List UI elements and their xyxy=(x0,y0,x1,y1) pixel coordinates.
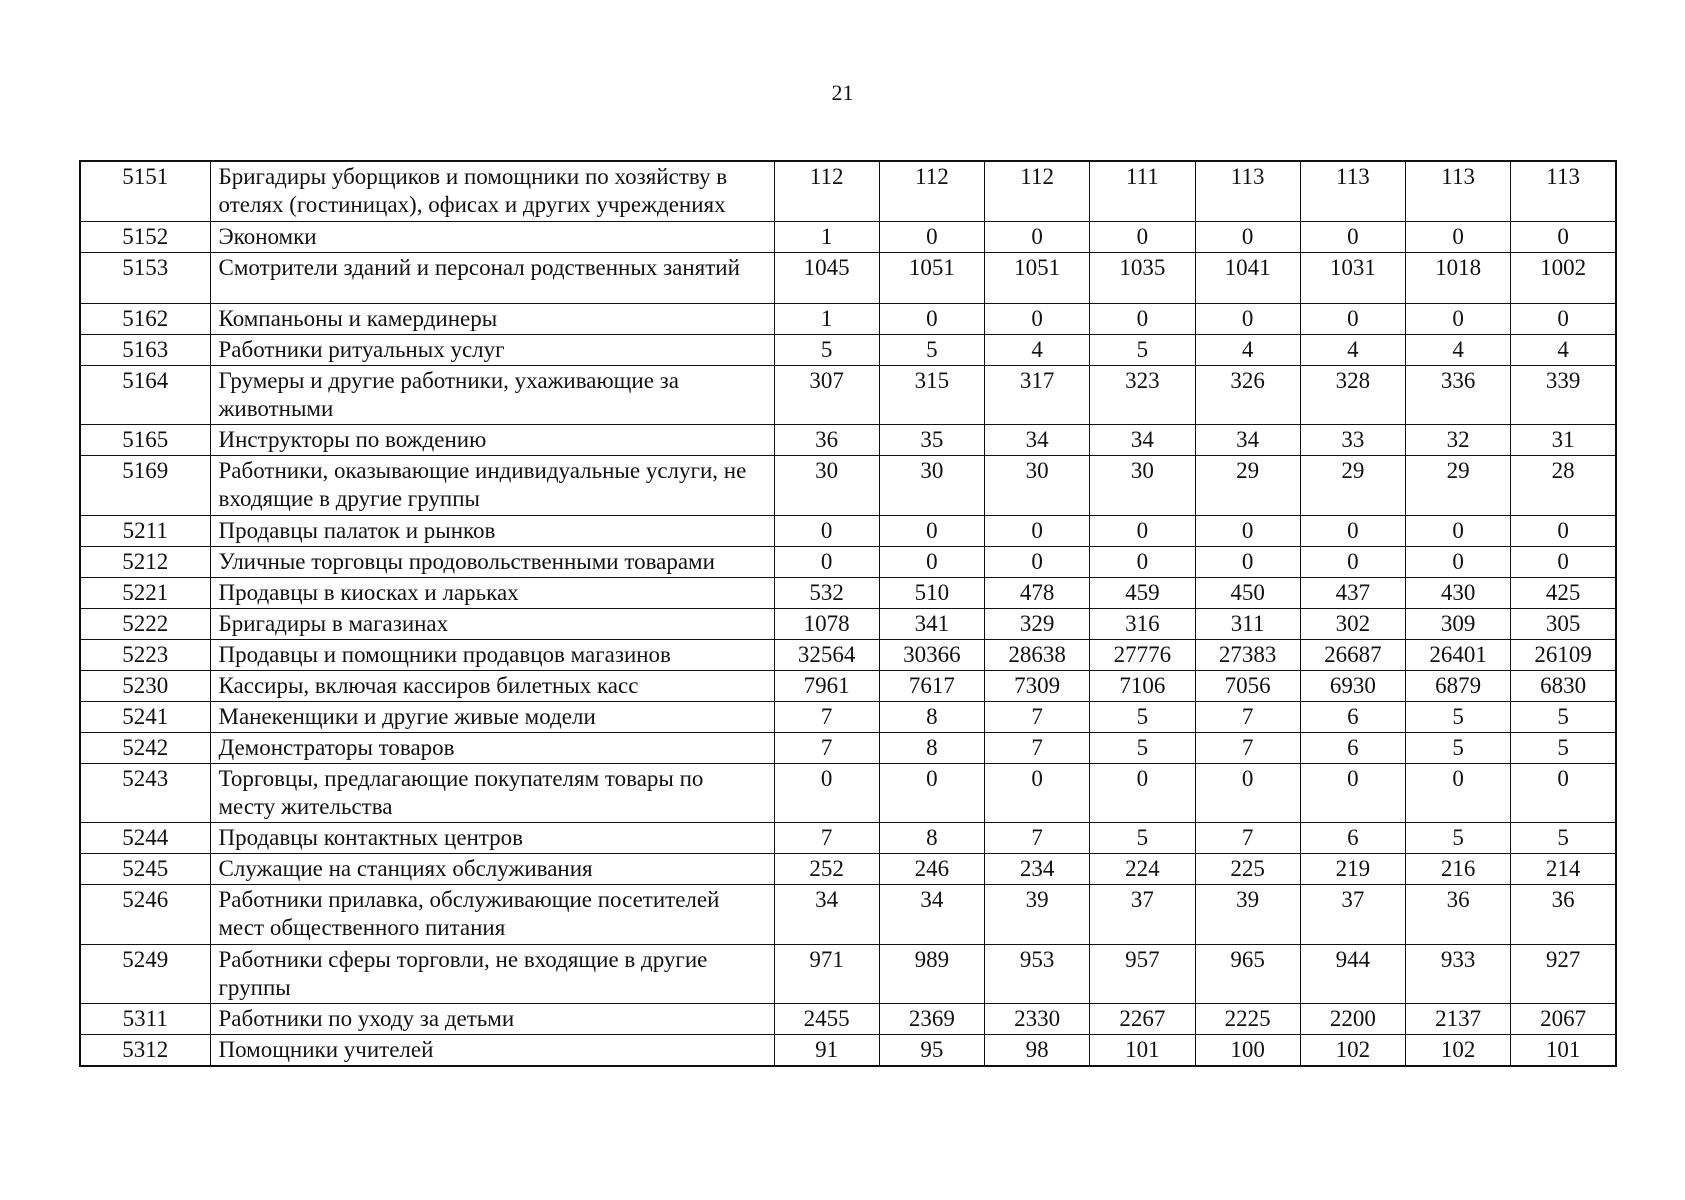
occupation-name-cell: Работники ритуальных услуг xyxy=(210,334,774,365)
value-cell: 216 xyxy=(1406,853,1511,884)
value-cell: 0 xyxy=(879,303,984,334)
occupation-name-cell: Работники, оказывающие индивидуальные услуги, не входящие в другие группы xyxy=(210,455,774,515)
value-cell: 989 xyxy=(879,944,984,1003)
occupation-code-cell: 5211 xyxy=(80,515,210,546)
value-cell: 6 xyxy=(1300,822,1405,853)
value-cell: 510 xyxy=(879,577,984,608)
value-cell: 459 xyxy=(1090,577,1195,608)
value-cell: 0 xyxy=(1300,515,1405,546)
value-cell: 0 xyxy=(879,221,984,252)
value-cell: 1051 xyxy=(879,252,984,303)
occupation-table xyxy=(79,160,1617,1067)
occupation-code-cell: 5245 xyxy=(80,853,210,884)
value-cell: 113 xyxy=(1406,161,1511,221)
value-cell: 430 xyxy=(1406,577,1511,608)
value-cell: 5 xyxy=(1406,701,1511,732)
value-cell: 102 xyxy=(1300,1034,1405,1066)
value-cell: 0 xyxy=(1090,221,1195,252)
value-cell: 944 xyxy=(1300,944,1405,1003)
value-cell: 8 xyxy=(879,732,984,763)
value-cell: 8 xyxy=(879,822,984,853)
value-cell: 323 xyxy=(1090,365,1195,424)
value-cell: 0 xyxy=(1511,303,1616,334)
value-cell: 5 xyxy=(1090,334,1195,365)
occupation-name-cell: Демонстраторы товаров xyxy=(210,732,774,763)
value-cell: 113 xyxy=(1195,161,1300,221)
value-cell: 317 xyxy=(985,365,1090,424)
value-cell: 5 xyxy=(1511,732,1616,763)
value-cell: 34 xyxy=(774,884,879,944)
value-cell: 5 xyxy=(1406,732,1511,763)
value-cell: 214 xyxy=(1511,853,1616,884)
value-cell: 7 xyxy=(774,701,879,732)
occupation-code-cell: 5162 xyxy=(80,303,210,334)
value-cell: 0 xyxy=(985,546,1090,577)
value-cell: 28638 xyxy=(985,639,1090,670)
value-cell: 113 xyxy=(1300,161,1405,221)
occupation-code-cell: 5312 xyxy=(80,1034,210,1066)
value-cell: 30366 xyxy=(879,639,984,670)
table-row xyxy=(80,701,1616,732)
value-cell: 37 xyxy=(1300,884,1405,944)
table-row xyxy=(80,424,1616,455)
value-cell: 36 xyxy=(1511,884,1616,944)
occupation-code-cell: 5242 xyxy=(80,732,210,763)
value-cell: 6 xyxy=(1300,701,1405,732)
value-cell: 26109 xyxy=(1511,639,1616,670)
value-cell: 1045 xyxy=(774,252,879,303)
value-cell: 2369 xyxy=(879,1003,984,1034)
value-cell: 1041 xyxy=(1195,252,1300,303)
value-cell: 0 xyxy=(1090,303,1195,334)
value-cell: 1051 xyxy=(985,252,1090,303)
table-row xyxy=(80,334,1616,365)
value-cell: 4 xyxy=(985,334,1090,365)
value-cell: 7056 xyxy=(1195,670,1300,701)
value-cell: 307 xyxy=(774,365,879,424)
value-cell: 7961 xyxy=(774,670,879,701)
value-cell: 302 xyxy=(1300,608,1405,639)
table-row xyxy=(80,365,1616,424)
table-row xyxy=(80,577,1616,608)
value-cell: 31 xyxy=(1511,424,1616,455)
occupation-code-cell: 5212 xyxy=(80,546,210,577)
value-cell: 2200 xyxy=(1300,1003,1405,1034)
value-cell: 4 xyxy=(1406,334,1511,365)
value-cell: 30 xyxy=(985,455,1090,515)
value-cell: 101 xyxy=(1090,1034,1195,1066)
value-cell: 7 xyxy=(1195,732,1300,763)
value-cell: 5 xyxy=(1090,732,1195,763)
value-cell: 7 xyxy=(774,732,879,763)
table-row xyxy=(80,252,1616,303)
value-cell: 2330 xyxy=(985,1003,1090,1034)
value-cell: 6830 xyxy=(1511,670,1616,701)
value-cell: 927 xyxy=(1511,944,1616,1003)
value-cell: 2225 xyxy=(1195,1003,1300,1034)
value-cell: 0 xyxy=(1195,303,1300,334)
value-cell: 5 xyxy=(1406,822,1511,853)
occupation-name-cell: Работники сферы торговли, не входящие в другие группы xyxy=(210,944,774,1003)
value-cell: 7 xyxy=(985,701,1090,732)
value-cell: 953 xyxy=(985,944,1090,1003)
value-cell: 0 xyxy=(1406,221,1511,252)
table-row xyxy=(80,546,1616,577)
occupation-name-cell: Инструкторы по вождению xyxy=(210,424,774,455)
page-number: 21 xyxy=(831,80,854,105)
occupation-code-cell: 5164 xyxy=(80,365,210,424)
value-cell: 0 xyxy=(1406,763,1511,822)
value-cell: 39 xyxy=(985,884,1090,944)
value-cell: 1 xyxy=(774,303,879,334)
occupation-table-wrapper xyxy=(79,160,1615,1067)
table-row xyxy=(80,221,1616,252)
occupation-code-cell: 5246 xyxy=(80,884,210,944)
value-cell: 0 xyxy=(1090,546,1195,577)
value-cell: 1035 xyxy=(1090,252,1195,303)
value-cell: 0 xyxy=(1511,221,1616,252)
table-body xyxy=(80,161,1616,1066)
value-cell: 5 xyxy=(1090,822,1195,853)
table-row xyxy=(80,763,1616,822)
value-cell: 34 xyxy=(1195,424,1300,455)
value-cell: 8 xyxy=(879,701,984,732)
value-cell: 7309 xyxy=(985,670,1090,701)
value-cell: 7 xyxy=(774,822,879,853)
table-row xyxy=(80,822,1616,853)
value-cell: 329 xyxy=(985,608,1090,639)
occupation-code-cell: 5244 xyxy=(80,822,210,853)
value-cell: 0 xyxy=(985,515,1090,546)
value-cell: 0 xyxy=(774,763,879,822)
occupation-name-cell: Бригадиры в магазинах xyxy=(210,608,774,639)
value-cell: 234 xyxy=(985,853,1090,884)
occupation-name-cell: Компаньоны и камердинеры xyxy=(210,303,774,334)
occupation-name-cell: Бригадиры уборщиков и помощники по хозяйству в отелях (гостиницах), офисах и других учреждениях xyxy=(210,161,774,221)
value-cell: 34 xyxy=(1090,424,1195,455)
value-cell: 0 xyxy=(1511,546,1616,577)
table-row xyxy=(80,944,1616,1003)
value-cell: 305 xyxy=(1511,608,1616,639)
value-cell: 102 xyxy=(1406,1034,1511,1066)
table-row xyxy=(80,884,1616,944)
value-cell: 5 xyxy=(1511,822,1616,853)
value-cell: 7106 xyxy=(1090,670,1195,701)
value-cell: 326 xyxy=(1195,365,1300,424)
value-cell: 30 xyxy=(1090,455,1195,515)
occupation-code-cell: 5221 xyxy=(80,577,210,608)
value-cell: 0 xyxy=(1511,515,1616,546)
value-cell: 2455 xyxy=(774,1003,879,1034)
occupation-code-cell: 5165 xyxy=(80,424,210,455)
value-cell: 316 xyxy=(1090,608,1195,639)
occupation-name-cell: Смотрители зданий и персонал родственных занятий xyxy=(210,252,774,303)
value-cell: 5 xyxy=(774,334,879,365)
value-cell: 224 xyxy=(1090,853,1195,884)
occupation-name-cell: Продавцы и помощники продавцов магазинов xyxy=(210,639,774,670)
occupation-code-cell: 5230 xyxy=(80,670,210,701)
value-cell: 1018 xyxy=(1406,252,1511,303)
table-row xyxy=(80,1034,1616,1066)
value-cell: 27776 xyxy=(1090,639,1195,670)
value-cell: 29 xyxy=(1195,455,1300,515)
value-cell: 111 xyxy=(1090,161,1195,221)
value-cell: 5 xyxy=(1090,701,1195,732)
occupation-code-cell: 5151 xyxy=(80,161,210,221)
occupation-code-cell: 5152 xyxy=(80,221,210,252)
value-cell: 112 xyxy=(985,161,1090,221)
value-cell: 4 xyxy=(1511,334,1616,365)
value-cell: 309 xyxy=(1406,608,1511,639)
table-row xyxy=(80,639,1616,670)
value-cell: 1031 xyxy=(1300,252,1405,303)
value-cell: 113 xyxy=(1511,161,1616,221)
value-cell: 37 xyxy=(1090,884,1195,944)
value-cell: 5 xyxy=(879,334,984,365)
value-cell: 2137 xyxy=(1406,1003,1511,1034)
occupation-name-cell: Служащие на станциях обслуживания xyxy=(210,853,774,884)
value-cell: 252 xyxy=(774,853,879,884)
value-cell: 0 xyxy=(1090,763,1195,822)
occupation-code-cell: 5163 xyxy=(80,334,210,365)
value-cell: 0 xyxy=(1406,515,1511,546)
value-cell: 35 xyxy=(879,424,984,455)
occupation-name-cell: Помощники учителей xyxy=(210,1034,774,1066)
value-cell: 36 xyxy=(774,424,879,455)
table-row xyxy=(80,455,1616,515)
value-cell: 7 xyxy=(985,822,1090,853)
occupation-code-cell: 5241 xyxy=(80,701,210,732)
value-cell: 0 xyxy=(1511,763,1616,822)
value-cell: 4 xyxy=(1300,334,1405,365)
occupation-name-cell: Торговцы, предлагающие покупателям товары по месту жительства xyxy=(210,763,774,822)
value-cell: 0 xyxy=(774,515,879,546)
value-cell: 101 xyxy=(1511,1034,1616,1066)
value-cell: 328 xyxy=(1300,365,1405,424)
value-cell: 0 xyxy=(879,546,984,577)
value-cell: 425 xyxy=(1511,577,1616,608)
value-cell: 0 xyxy=(1300,763,1405,822)
value-cell: 965 xyxy=(1195,944,1300,1003)
value-cell: 5 xyxy=(1511,701,1616,732)
value-cell: 6879 xyxy=(1406,670,1511,701)
occupation-code-cell: 5223 xyxy=(80,639,210,670)
value-cell: 450 xyxy=(1195,577,1300,608)
table-row xyxy=(80,732,1616,763)
value-cell: 225 xyxy=(1195,853,1300,884)
occupation-code-cell: 5153 xyxy=(80,252,210,303)
value-cell: 933 xyxy=(1406,944,1511,1003)
value-cell: 28 xyxy=(1511,455,1616,515)
occupation-name-cell: Работники по уходу за детьми xyxy=(210,1003,774,1034)
occupation-code-cell: 5311 xyxy=(80,1003,210,1034)
occupation-name-cell: Продавцы контактных центров xyxy=(210,822,774,853)
occupation-code-cell: 5243 xyxy=(80,763,210,822)
value-cell: 30 xyxy=(774,455,879,515)
table-row xyxy=(80,853,1616,884)
value-cell: 32564 xyxy=(774,639,879,670)
value-cell: 32 xyxy=(1406,424,1511,455)
value-cell: 0 xyxy=(879,515,984,546)
occupation-name-cell: Работники прилавка, обслуживающие посетителей мест общественного питания xyxy=(210,884,774,944)
value-cell: 0 xyxy=(1406,546,1511,577)
value-cell: 336 xyxy=(1406,365,1511,424)
table-row xyxy=(80,303,1616,334)
value-cell: 6930 xyxy=(1300,670,1405,701)
value-cell: 7 xyxy=(985,732,1090,763)
value-cell: 246 xyxy=(879,853,984,884)
value-cell: 7 xyxy=(1195,822,1300,853)
value-cell: 2067 xyxy=(1511,1003,1616,1034)
value-cell: 91 xyxy=(774,1034,879,1066)
value-cell: 0 xyxy=(985,303,1090,334)
value-cell: 112 xyxy=(879,161,984,221)
value-cell: 1078 xyxy=(774,608,879,639)
occupation-name-cell: Кассиры, включая кассиров билетных касс xyxy=(210,670,774,701)
table-row xyxy=(80,515,1616,546)
value-cell: 341 xyxy=(879,608,984,639)
value-cell: 6 xyxy=(1300,732,1405,763)
occupation-name-cell: Продавцы палаток и рынков xyxy=(210,515,774,546)
table-row xyxy=(80,161,1616,221)
value-cell: 95 xyxy=(879,1034,984,1066)
occupation-code-cell: 5222 xyxy=(80,608,210,639)
value-cell: 26401 xyxy=(1406,639,1511,670)
value-cell: 0 xyxy=(1195,515,1300,546)
value-cell: 532 xyxy=(774,577,879,608)
value-cell: 0 xyxy=(879,763,984,822)
value-cell: 339 xyxy=(1511,365,1616,424)
value-cell: 315 xyxy=(879,365,984,424)
value-cell: 0 xyxy=(1195,546,1300,577)
value-cell: 311 xyxy=(1195,608,1300,639)
value-cell: 2267 xyxy=(1090,1003,1195,1034)
value-cell: 26687 xyxy=(1300,639,1405,670)
value-cell: 0 xyxy=(985,763,1090,822)
value-cell: 957 xyxy=(1090,944,1195,1003)
value-cell: 29 xyxy=(1406,455,1511,515)
value-cell: 0 xyxy=(1300,546,1405,577)
value-cell: 112 xyxy=(774,161,879,221)
value-cell: 0 xyxy=(774,546,879,577)
value-cell: 4 xyxy=(1195,334,1300,365)
occupation-name-cell: Уличные торговцы продовольственными товарами xyxy=(210,546,774,577)
occupation-name-cell: Грумеры и другие работники, ухаживающие за животными xyxy=(210,365,774,424)
value-cell: 36 xyxy=(1406,884,1511,944)
table-row xyxy=(80,1003,1616,1034)
value-cell: 971 xyxy=(774,944,879,1003)
occupation-name-cell: Экономки xyxy=(210,221,774,252)
occupation-name-cell: Манекенщики и другие живые модели xyxy=(210,701,774,732)
value-cell: 437 xyxy=(1300,577,1405,608)
occupation-name-cell: Продавцы в киосках и ларьках xyxy=(210,577,774,608)
value-cell: 1 xyxy=(774,221,879,252)
table-row xyxy=(80,670,1616,701)
value-cell: 1002 xyxy=(1511,252,1616,303)
value-cell: 34 xyxy=(985,424,1090,455)
value-cell: 0 xyxy=(1195,763,1300,822)
value-cell: 219 xyxy=(1300,853,1405,884)
value-cell: 0 xyxy=(985,221,1090,252)
value-cell: 100 xyxy=(1195,1034,1300,1066)
value-cell: 33 xyxy=(1300,424,1405,455)
value-cell: 7 xyxy=(1195,701,1300,732)
value-cell: 0 xyxy=(1406,303,1511,334)
value-cell: 7617 xyxy=(879,670,984,701)
value-cell: 478 xyxy=(985,577,1090,608)
value-cell: 39 xyxy=(1195,884,1300,944)
value-cell: 0 xyxy=(1195,221,1300,252)
value-cell: 0 xyxy=(1090,515,1195,546)
value-cell: 0 xyxy=(1300,303,1405,334)
value-cell: 98 xyxy=(985,1034,1090,1066)
value-cell: 34 xyxy=(879,884,984,944)
occupation-code-cell: 5169 xyxy=(80,455,210,515)
table-row xyxy=(80,608,1616,639)
value-cell: 27383 xyxy=(1195,639,1300,670)
value-cell: 0 xyxy=(1300,221,1405,252)
occupation-code-cell: 5249 xyxy=(80,944,210,1003)
value-cell: 30 xyxy=(879,455,984,515)
value-cell: 29 xyxy=(1300,455,1405,515)
